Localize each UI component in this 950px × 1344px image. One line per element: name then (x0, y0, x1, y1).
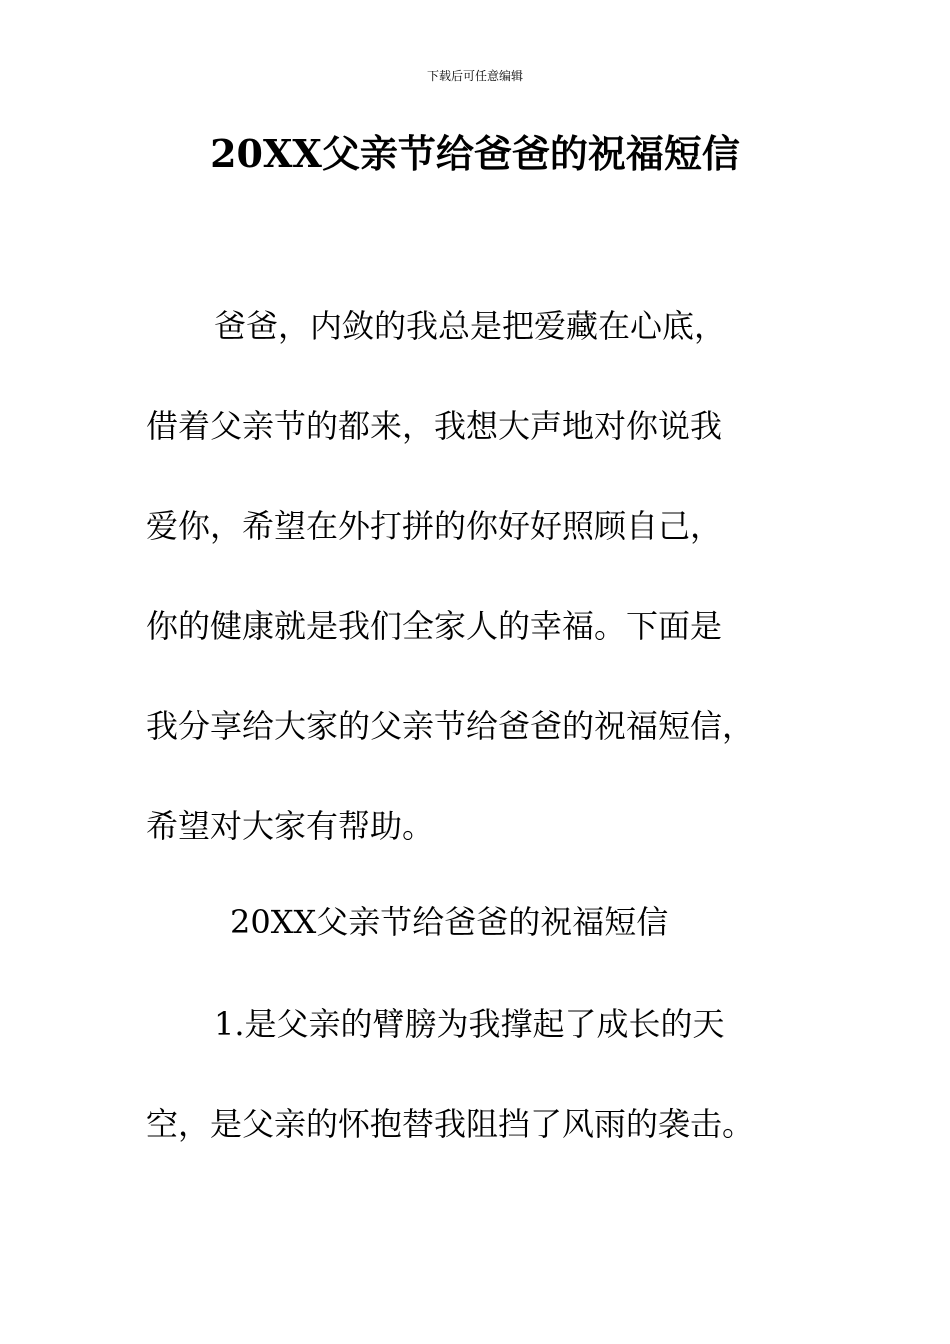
intro-line-5: 我分享给大家的父亲节给爸爸的祝福短信， (146, 707, 755, 745)
intro-line-2: 借着父亲节的都来，我想大声地对你说我 (146, 407, 723, 445)
document-title: 20XX父亲节给爸爸的祝福短信 (210, 131, 740, 176)
intro-line-1: 爸爸，内敛的我总是把爱藏在心底， (214, 307, 727, 345)
intro-line-4: 你的健康就是我们全家人的幸福。下面是 (146, 607, 723, 645)
section-subtitle: 20XX父亲节给爸爸的祝福短信 (230, 903, 669, 941)
intro-line-3: 爱你，希望在外打拼的你好好照顾自己， (146, 507, 723, 545)
item-1-line-2: 空，是父亲的怀抱替我阻挡了风雨的袭击。 (146, 1105, 755, 1143)
intro-line-6: 希望对大家有帮助。 (146, 807, 435, 845)
header-note: 下载后可任意编辑 (426, 69, 523, 83)
item-1-line-1: 1.是父亲的臂膀为我撑起了成长的天 (214, 1005, 725, 1043)
